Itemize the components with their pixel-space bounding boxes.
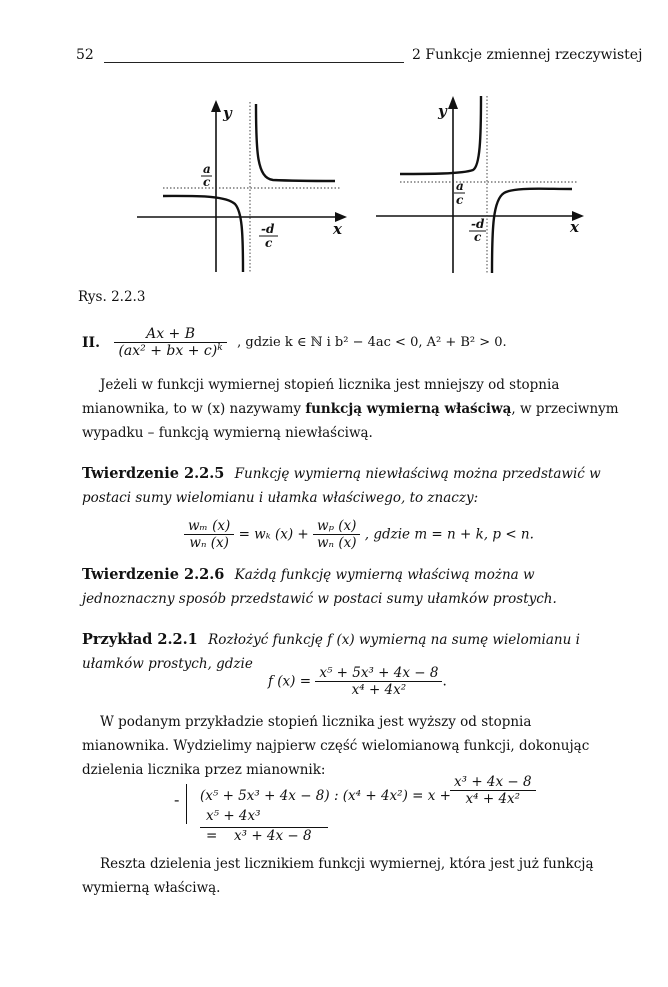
page-number: 52 <box>76 47 94 63</box>
paragraph-remainder: Reszta dzielenia jest licznikiem funkcji wymiernej, która jest już funkcją wymierną właściwą. <box>82 856 594 896</box>
chapter-title: 2 Funkcje zmiennej rzeczywistej <box>412 47 643 63</box>
theorem-label: Twierdzenie 2.2.5 <box>82 465 225 482</box>
v-asym-label-num: -d <box>471 217 485 231</box>
result-numerator: x³ + 4x − 8 <box>450 774 536 791</box>
y-axis-label: y <box>223 104 232 122</box>
paragraph-division-intro: W podanym przykładzie stopień licznika jest wyższy od stopnia mianownika. Wydzielimy najpierw część wielomianową funkcji, dokonując dzielenia licznika przez mianownik: <box>82 714 590 778</box>
h-asym-label-den: c <box>456 193 464 207</box>
paragraph-text: Jeżeli w funkcji wymiernej stopień licznika jest mniejszy od stopnia mianownika, to w (x) nazywamy <box>82 377 560 417</box>
theorem-2-2-5 <box>82 462 622 510</box>
v-asym-label-num: -d <box>261 222 275 236</box>
paragraph-text: , w przeciwnym wypadku – funkcją wymierną niewłaściwą. <box>82 401 619 441</box>
rhs-denominator: wₙ (x) <box>317 535 357 551</box>
figure-caption: Rys. 2.2.3 <box>78 289 146 305</box>
theorem-text: Funkcję wymierną niewłaściwą można przedstawić w postaci sumy wielomianu i ułamka właściwego, to znaczy: <box>82 466 601 506</box>
paragraph-definition <box>82 373 622 445</box>
section-ii-fraction <box>114 326 226 359</box>
lhs-numerator: wₘ (x) <box>184 518 234 535</box>
fraction-exponent: k <box>217 343 223 353</box>
formula-tail: , gdzie m = n + k, p < n. <box>364 526 534 543</box>
v-asym-label-den: c <box>474 230 482 244</box>
section-ii-condition: , gdzie k ∈ ℕ i b² − 4ac < 0, A² + B² > 0. <box>237 335 507 350</box>
formula-middle: = wₖ (x) + <box>238 526 309 543</box>
formula-lhs: f (x) = <box>268 673 312 690</box>
example-label: Przykład 2.2.1 <box>82 631 198 648</box>
formula-denominator: x⁴ + 4x² <box>351 682 407 698</box>
division-line-2: x⁵ + 4x³ <box>206 808 261 824</box>
division-minus: - <box>174 790 180 809</box>
rhs-numerator: wₚ (x) <box>313 518 360 535</box>
h-asym-label-num: a <box>203 162 211 176</box>
h-asym-label-num: a <box>456 179 464 193</box>
theorem-2-2-5-formula <box>184 518 534 551</box>
hyperbola-branch-right <box>492 189 572 273</box>
fraction-numerator: Ax + B <box>114 326 226 343</box>
division-line-3: x³ + 4x − 8 <box>234 828 312 844</box>
y-axis-label: y <box>438 102 447 120</box>
result-denominator: x⁴ + 4x² <box>465 791 521 807</box>
example-formula <box>268 665 447 698</box>
figure-left-graph <box>135 92 355 277</box>
example-text: Rozłożyć funkcję f (x) wymierną na sumę wielomianu i ułamków prostych, gdzie <box>82 632 580 672</box>
roman-numeral: II. <box>82 334 100 351</box>
y-axis-arrow <box>448 96 458 109</box>
theorem-2-2-6 <box>82 563 622 611</box>
division-line-1: (x⁵ + 5x³ + 4x − 8) : (x⁴ + 4x²) = x + <box>200 788 451 804</box>
figure-right-graph <box>372 88 592 278</box>
theorem-label: Twierdzenie 2.2.6 <box>82 566 225 583</box>
division-bar <box>186 784 187 824</box>
fraction-denominator: (ax² + bx + c) <box>118 343 218 359</box>
division-equals: = <box>206 828 218 844</box>
section-ii-formula <box>82 326 507 359</box>
v-asym-label-den: c <box>265 236 273 250</box>
header-rule <box>104 62 404 63</box>
h-asym-label-den: c <box>203 175 211 189</box>
hyperbola-branch-right <box>256 104 335 181</box>
x-axis-label: x <box>570 218 579 236</box>
theorem-text: Każdą funkcję wymierną właściwą można w jednoznaczny sposób przedstawić w postaci sumy ułamków prostych. <box>82 567 557 607</box>
defined-term: funkcją wymierną właściwą <box>305 401 512 417</box>
long-division <box>172 770 572 850</box>
formula-numerator: x⁵ + 5x³ + 4x − 8 <box>315 665 442 682</box>
formula-end: . <box>442 673 447 690</box>
lhs-denominator: wₙ (x) <box>189 535 229 551</box>
y-axis-arrow <box>211 100 221 112</box>
x-axis-label: x <box>333 220 342 238</box>
hyperbola-branch-left <box>163 196 243 272</box>
